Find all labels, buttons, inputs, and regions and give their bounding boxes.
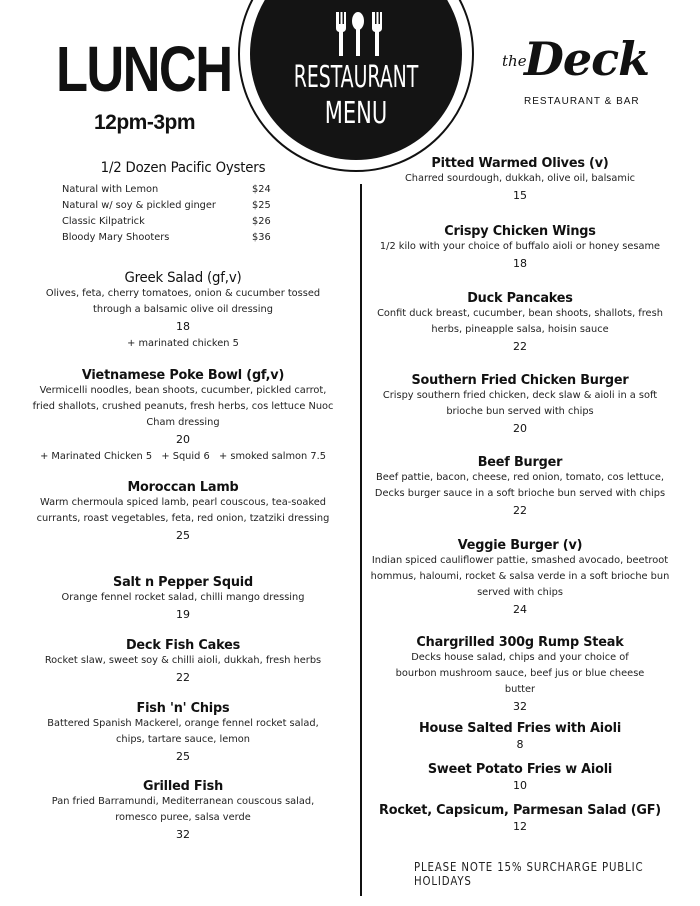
option-label: Natural w/ soy & pickled ginger xyxy=(62,200,216,211)
menu-item xyxy=(32,700,334,766)
item-name: Beef Burger xyxy=(477,454,563,470)
item-price: 32 xyxy=(513,700,527,713)
item-price: 22 xyxy=(513,340,527,353)
option-price: $36 xyxy=(252,232,271,243)
option-label: Classic Kilpatrick xyxy=(62,216,145,227)
menu-item xyxy=(370,802,670,836)
item-name: Grilled Fish xyxy=(142,778,224,794)
badge-title: RESTAURANT xyxy=(293,60,419,95)
item-price: 12 xyxy=(513,820,527,833)
item-price: 18 xyxy=(176,320,190,333)
item-description: 1/2 kilo with your choice of buffalo aioli or honey sesame xyxy=(379,241,661,252)
menu-item xyxy=(370,454,670,520)
option-label: Bloody Mary Shooters xyxy=(62,232,170,243)
column-divider xyxy=(360,184,362,896)
item-price: 19 xyxy=(176,608,190,621)
item-description: Confit duck breast, cucumber, bean shoots, shallots, fresh herbs, pineapple salsa, hoisin sauce xyxy=(377,308,663,335)
menu-item xyxy=(370,223,670,273)
item-price: 22 xyxy=(176,671,190,684)
menu-item xyxy=(32,270,334,352)
item-price: 18 xyxy=(513,257,527,270)
option-label: Natural with Lemon xyxy=(62,184,159,195)
menu-item xyxy=(32,778,334,844)
option-price: $24 xyxy=(252,184,271,195)
menu-item xyxy=(370,537,670,619)
item-description: Warm chermoula spiced lamb, pearl couscous, tea-soaked currants, roast vegetables, feta, red onion, tzatziki dressing xyxy=(36,497,330,524)
item-price: 25 xyxy=(176,529,190,542)
menu-item xyxy=(370,372,670,438)
item-name: Crispy Chicken Wings xyxy=(444,223,596,239)
menu-right-column xyxy=(370,0,670,906)
item-description: Battered Spanish Mackerel, orange fennel rocket salad, chips, tartare sauce, lemon xyxy=(47,718,319,745)
logo-the: the xyxy=(502,52,527,70)
item-name: Veggie Burger (v) xyxy=(457,537,583,553)
service-hours: 12pm-3pm xyxy=(94,111,196,134)
item-description: Pan fried Barramundi, Mediterranean couscous salad, romesco puree, salsa verde xyxy=(51,796,315,823)
item-description: Beef pattie, bacon, cheese, red onion, tomato, cos lettuce, Decks burger sauce in a soft brioche bun served with chips xyxy=(374,472,666,499)
item-name: Greek Salad (gf,v) xyxy=(124,270,242,286)
logo-deck: Deck xyxy=(524,32,650,86)
item-name: Vietnamese Poke Bowl (gf,v) xyxy=(81,367,285,383)
item-name: Fish 'n' Chips xyxy=(136,700,230,716)
item-description: Olives, feta, cherry tomatoes, onion & cucumber tossed through a balsamic olive oil dressing xyxy=(45,288,321,315)
item-price: 25 xyxy=(176,750,190,763)
item-price: 20 xyxy=(513,422,527,435)
option-price: $25 xyxy=(252,200,271,211)
item-price: 8 xyxy=(516,738,524,751)
item-price: 24 xyxy=(513,603,527,616)
menu-item xyxy=(32,637,334,687)
item-name: House Salted Fries with Aioli xyxy=(418,720,622,736)
menu-item xyxy=(32,479,334,545)
item-name: Pitted Warmed Olives (v) xyxy=(431,155,609,171)
item-description: Crispy southern fried chicken, deck slaw & aioli in a soft brioche bun served with chips xyxy=(382,390,658,417)
item-description: Vermicelli noodles, bean shoots, cucumber, pickled carrot, fried shallots, crushed peanuts, fresh herbs, cos lettuce Nuoc Cham dressing xyxy=(32,385,334,428)
item-price: 32 xyxy=(176,828,190,841)
item-description: Decks house salad, chips and your choice of bourbon mushroom sauce, beef jus or blue cheese butter xyxy=(395,652,645,695)
menu-item xyxy=(370,634,670,716)
item-description: Charred sourdough, dukkah, olive oil, balsamic xyxy=(404,173,636,184)
item-price: 22 xyxy=(513,504,527,517)
item-extras: + Marinated Chicken 5 + Squid 6 + smoked salmon 7.5 xyxy=(40,451,326,462)
item-name: Duck Pancakes xyxy=(467,290,573,306)
item-price: 15 xyxy=(513,189,527,202)
item-description: Rocket slaw, sweet soy & chilli aioli, dukkah, fresh herbs xyxy=(44,655,322,666)
menu-item xyxy=(370,761,670,795)
item-description: Orange fennel rocket salad, chilli mango dressing xyxy=(61,592,305,603)
menu-left-items xyxy=(32,0,334,906)
menu-item xyxy=(370,290,670,356)
item-price: 10 xyxy=(513,779,527,792)
menu-item xyxy=(370,155,670,205)
item-name: Salt n Pepper Squid xyxy=(113,574,253,590)
badge-subtitle: MENU xyxy=(324,96,388,131)
item-name: 1/2 Dozen Pacific Oysters xyxy=(100,160,266,176)
logo-subtitle: RESTAURANT & BAR xyxy=(524,96,640,107)
item-name: Moroccan Lamb xyxy=(127,479,239,495)
menu-item xyxy=(32,367,334,465)
item-name: Southern Fried Chicken Burger xyxy=(411,372,629,388)
item-extras: + marinated chicken 5 xyxy=(127,338,239,349)
item-price: 20 xyxy=(176,433,190,446)
menu-item xyxy=(32,574,334,624)
surcharge-note: PLEASE NOTE 15% SURCHARGE PUBLIC HOLIDAYS xyxy=(414,860,644,888)
item-description: Indian spiced cauliflower pattie, smashed avocado, beetroot hommus, haloumi, rocket & salsa verde in a soft brioche bun served with chips xyxy=(370,555,670,598)
item-name: Deck Fish Cakes xyxy=(125,637,241,653)
page-title: LUNCH xyxy=(56,33,232,105)
item-name: Rocket, Capsicum, Parmesan Salad (GF) xyxy=(379,802,661,818)
menu-item xyxy=(370,720,670,754)
item-name: Sweet Potato Fries w Aioli xyxy=(427,761,613,777)
item-name: Chargrilled 300g Rump Steak xyxy=(416,634,624,650)
option-price: $26 xyxy=(252,216,271,227)
